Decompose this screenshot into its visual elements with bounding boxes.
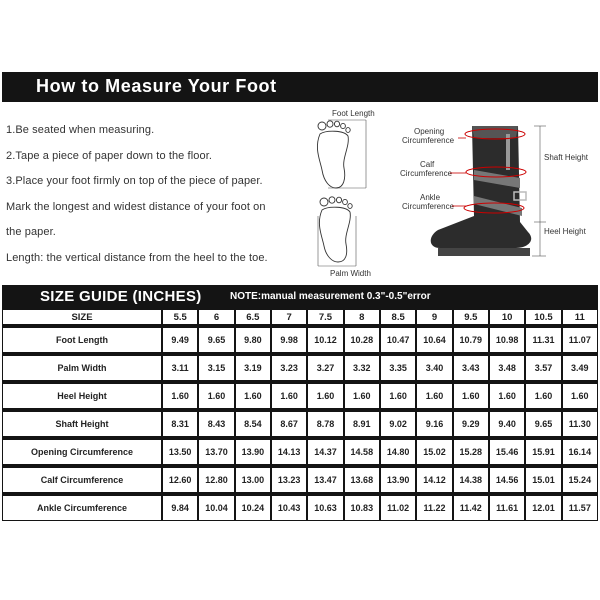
value-cell: 10.12 [307,327,343,353]
value-cell: 8.43 [198,411,234,437]
table-row [2,411,598,437]
value-cell: 13.00 [235,467,271,493]
value-cell: 8.67 [271,411,307,437]
value-cell: 10.79 [453,327,489,353]
value-cell: 1.60 [271,383,307,409]
value-cell: 1.60 [162,383,198,409]
instruction-line: Length: the vertical distance from the heel to the toe. [6,251,268,264]
value-cell: 14.13 [271,439,307,465]
value-cell: 9.65 [525,411,561,437]
table-row [2,439,598,465]
size-row [2,309,598,325]
value-cell: 10.04 [198,495,234,521]
value-cell: 12.01 [525,495,561,521]
row-label-cell: Palm Width [2,355,162,381]
value-cell: 14.80 [380,439,416,465]
instruction-line: Mark the longest and widest distance of your foot on [6,200,266,213]
value-cell: 8.91 [344,411,380,437]
value-cell: 11.57 [562,495,598,521]
value-cell: 13.90 [235,439,271,465]
size-header-cell: 7.5 [307,309,343,325]
size-header-cell: 7 [271,309,307,325]
table-row [2,355,598,381]
value-cell: 1.60 [416,383,452,409]
boot-diagram [398,112,598,272]
shaft-height-label: Shaft Height [544,153,589,162]
table-row [2,467,598,493]
size-header-cell: 8.5 [380,309,416,325]
size-table [2,309,598,521]
value-cell: 10.28 [344,327,380,353]
instructions-list [6,118,296,271]
value-cell: 12.80 [198,467,234,493]
ankle-label-2: Circumference [402,202,455,211]
foot-length-label: Foot Length [332,109,375,118]
value-cell: 16.14 [562,439,598,465]
value-cell: 8.78 [307,411,343,437]
value-cell: 9.65 [198,327,234,353]
value-cell: 13.47 [307,467,343,493]
value-cell: 1.60 [489,383,525,409]
instruction-line: 3.Place your foot firmly on top of the piece of paper. [6,175,263,187]
size-header-cell: 6.5 [235,309,271,325]
value-cell: 10.64 [416,327,452,353]
row-label-cell: Shaft Height [2,411,162,437]
size-header-cell: 10 [489,309,525,325]
value-cell: 11.30 [562,411,598,437]
size-header-cell: 9.5 [453,309,489,325]
value-cell: 15.24 [562,467,598,493]
value-cell: 3.40 [416,355,452,381]
size-label-cell: SIZE [2,309,162,325]
value-cell: 15.28 [453,439,489,465]
value-cell: 9.98 [271,327,307,353]
value-cell: 1.60 [307,383,343,409]
opening-label: Opening [414,127,445,136]
value-cell: 11.07 [562,327,598,353]
row-label-cell: Ankle Circumference [2,495,162,521]
size-header-cell: 6 [198,309,234,325]
value-cell: 11.42 [453,495,489,521]
value-cell: 8.54 [235,411,271,437]
size-guide-header [2,285,598,309]
instruction-line: 2.Tape a piece of paper down to the floor. [6,149,213,162]
value-cell: 11.22 [416,495,452,521]
instruction-line: the paper. [6,226,56,238]
heel-height-label: Heel Height [544,227,586,236]
table-row [2,327,598,353]
value-cell: 11.02 [380,495,416,521]
value-cell: 9.16 [416,411,452,437]
value-cell: 1.60 [235,383,271,409]
value-cell: 9.84 [162,495,198,521]
size-guide-title: SIZE GUIDE (INCHES) [40,288,202,305]
row-label-cell: Calf Circumference [2,467,162,493]
value-cell: 15.46 [489,439,525,465]
size-guide-note: NOTE:manual measurement 0.3"-0.5"error [230,291,431,302]
value-cell: 3.11 [162,355,198,381]
value-cell: 1.60 [380,383,416,409]
ankle-label: Ankle [420,193,441,202]
value-cell: 14.12 [416,467,452,493]
value-cell: 15.91 [525,439,561,465]
value-cell: 8.31 [162,411,198,437]
opening-label-2: Circumference [402,136,455,145]
table-row [2,495,598,521]
value-cell: 13.23 [271,467,307,493]
value-cell: 1.60 [562,383,598,409]
value-cell: 14.38 [453,467,489,493]
value-cell: 9.80 [235,327,271,353]
calf-label: Calf [420,160,435,169]
value-cell: 3.43 [453,355,489,381]
value-cell: 9.40 [489,411,525,437]
size-header-cell: 10.5 [525,309,561,325]
value-cell: 13.90 [380,467,416,493]
size-header-cell: 5.5 [162,309,198,325]
value-cell: 13.50 [162,439,198,465]
value-cell: 13.68 [344,467,380,493]
value-cell: 3.49 [562,355,598,381]
value-cell: 10.98 [489,327,525,353]
palm-width-label: Palm Width [330,269,371,278]
value-cell: 10.63 [307,495,343,521]
value-cell: 3.15 [198,355,234,381]
row-label-cell: Foot Length [2,327,162,353]
value-cell: 1.60 [453,383,489,409]
value-cell: 14.56 [489,467,525,493]
value-cell: 3.57 [525,355,561,381]
value-cell: 3.48 [489,355,525,381]
value-cell: 1.60 [198,383,234,409]
value-cell: 11.31 [525,327,561,353]
header-bar [2,72,598,102]
value-cell: 3.35 [380,355,416,381]
value-cell: 3.23 [271,355,307,381]
size-header-cell: 11 [562,309,598,325]
value-cell: 10.24 [235,495,271,521]
value-cell: 10.43 [271,495,307,521]
value-cell: 3.27 [307,355,343,381]
value-cell: 10.83 [344,495,380,521]
value-cell: 11.61 [489,495,525,521]
page-title: How to Measure Your Foot [36,76,277,96]
size-header-cell: 9 [416,309,452,325]
value-cell: 1.60 [525,383,561,409]
foot-bottom-icon [319,197,352,262]
row-label-cell: Opening Circumference [2,439,162,465]
value-cell: 12.60 [162,467,198,493]
value-cell: 14.37 [307,439,343,465]
row-label-cell: Heel Height [2,383,162,409]
foot-diagram [300,104,400,280]
value-cell: 15.02 [416,439,452,465]
instruction-line: 1.Be seated when measuring. [6,124,155,136]
value-cell: 9.49 [162,327,198,353]
value-cell: 14.58 [344,439,380,465]
calf-label-2: Circumference [400,169,453,178]
size-header-cell: 8 [344,309,380,325]
value-cell: 3.32 [344,355,380,381]
value-cell: 10.47 [380,327,416,353]
table-row [2,383,598,409]
value-cell: 13.70 [198,439,234,465]
value-cell: 3.19 [235,355,271,381]
value-cell: 15.01 [525,467,561,493]
value-cell: 9.29 [453,411,489,437]
value-cell: 1.60 [344,383,380,409]
foot-top-icon [317,121,350,188]
value-cell: 9.02 [380,411,416,437]
boot-icon [431,126,531,256]
